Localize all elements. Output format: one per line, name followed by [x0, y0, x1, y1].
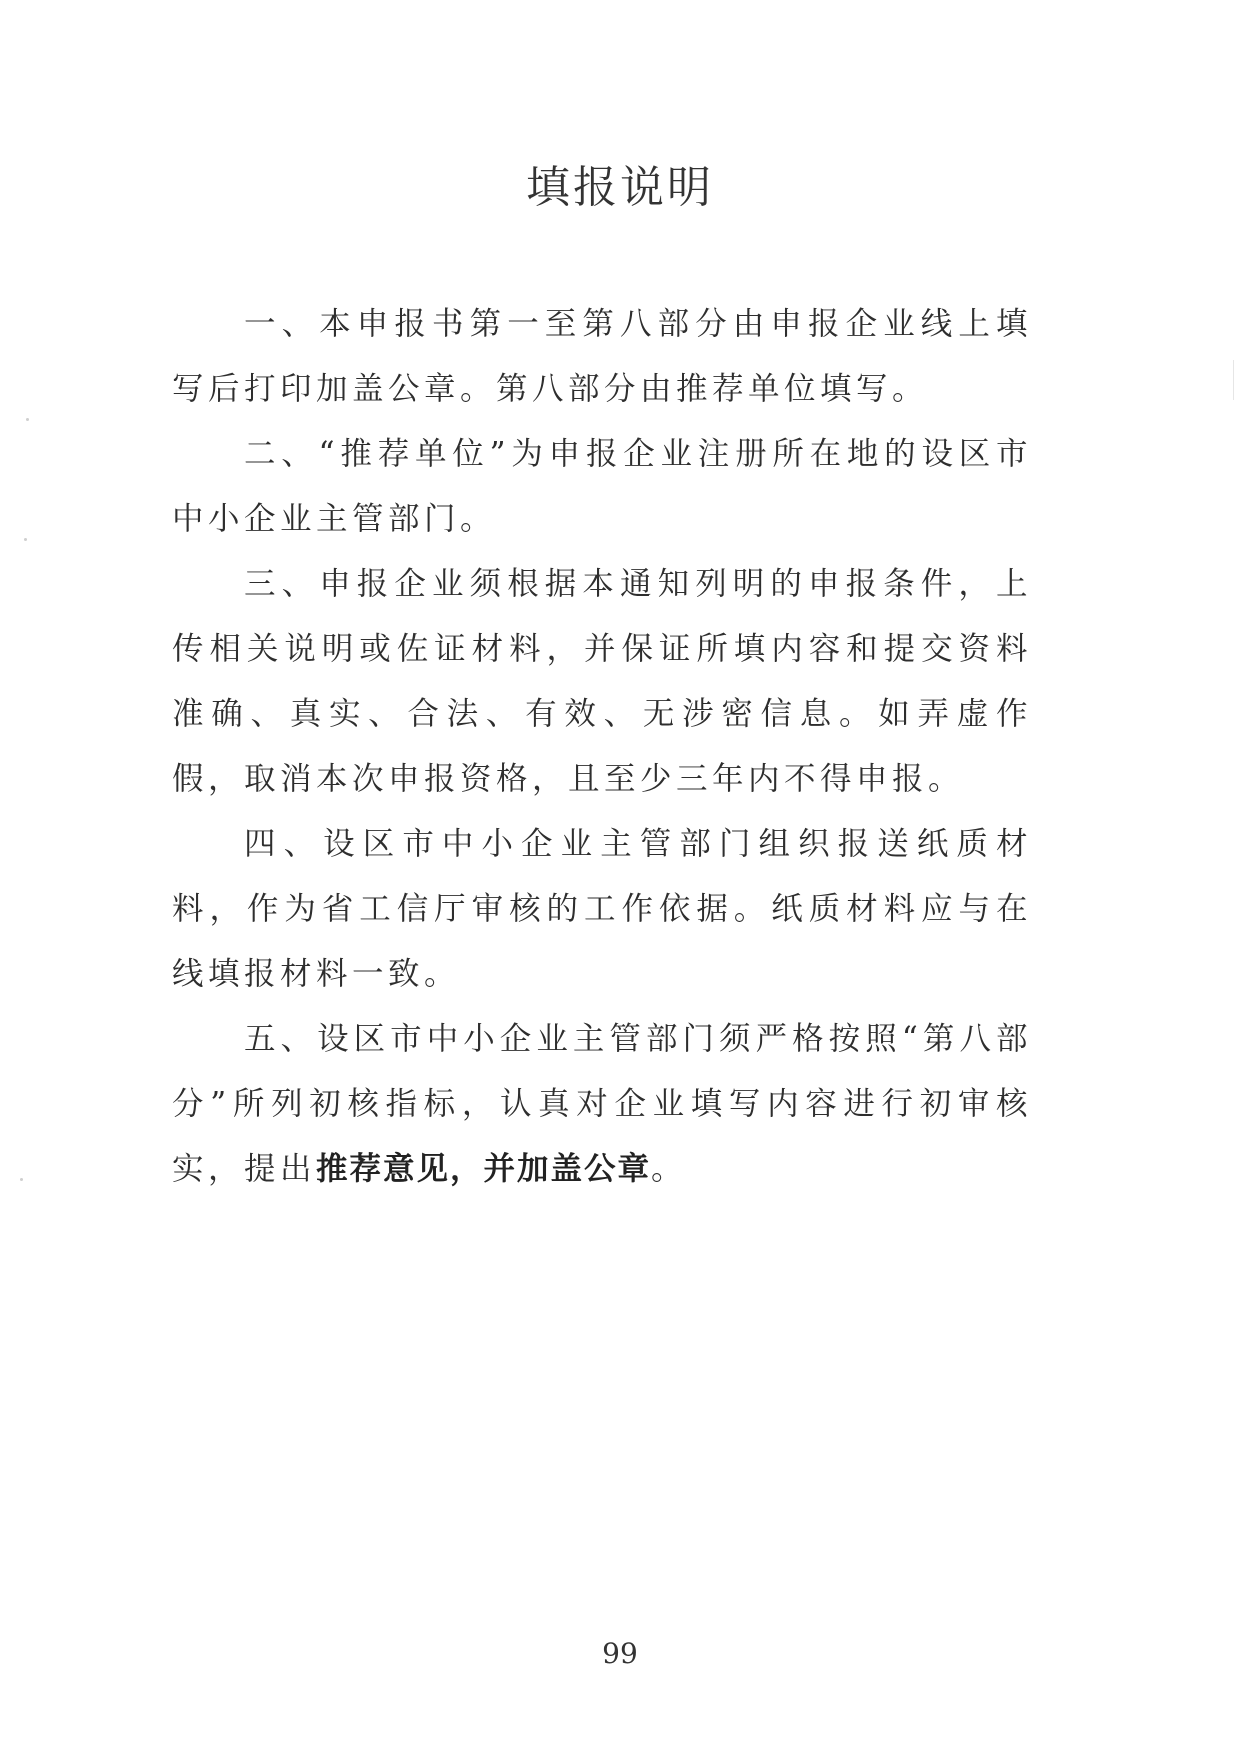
scan-speck	[24, 538, 27, 541]
scan-speck	[20, 1178, 23, 1181]
instruction-paragraph-5	[172, 1007, 1032, 1202]
instruction-paragraph-2: 二、“推荐单位”为申报企业注册所在地的设区市中小企业主管部门。	[172, 436, 1032, 537]
instruction-paragraph-4: 四、设区市中小企业主管部门组织报送纸质材料，作为省工信厅审核的工作依据。纸质材料应与在线填报材料一致。	[172, 826, 1032, 992]
instruction-paragraph-3: 三、申报企业须根据本通知列明的申报条件，上传相关说明或佐证材料，并保证所填内容和提交资料准确、真实、合法、有效、无涉密信息。如弄虚作假，取消本次申报资格，且至少三年内不得申报。	[172, 566, 1032, 797]
instruction-paragraph-1: 一、本申报书第一至第八部分由申报企业线上填写后打印加盖公章。第八部分由推荐单位填写。	[172, 306, 1032, 407]
scan-edge-line	[1233, 360, 1234, 400]
page-number: 99	[602, 1637, 638, 1670]
page-title: 填报说明	[526, 162, 714, 213]
instructions-body	[172, 292, 1032, 1202]
instruction-paragraph-5-tail: 。	[651, 1151, 688, 1187]
scan-speck	[26, 418, 29, 421]
instruction-paragraph-5-bold: 推荐意见，并加盖公章	[316, 1151, 652, 1187]
instruction-paragraph-5-text: 五、设区市中小企业主管部门须严格按照“第八部分”所列初核指标，认真对企业填写内容进行初审核实，提出	[172, 1021, 1032, 1187]
